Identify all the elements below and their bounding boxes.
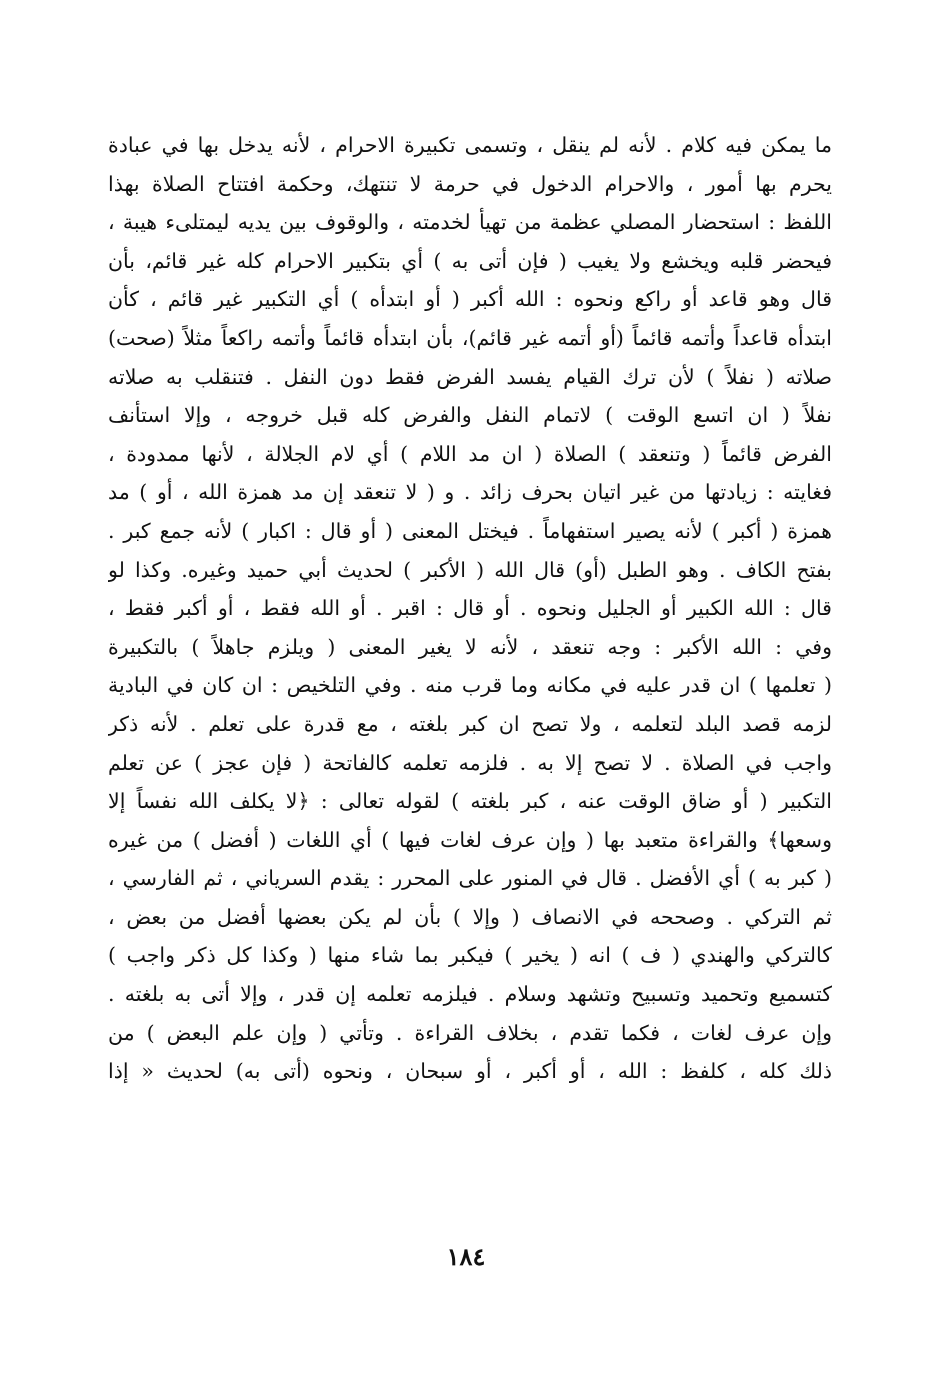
text-line: ثم التركي . وصححه في الانصاف ( وإلا ) بأن لم يكن بعضها أفضل من بعض ،	[108, 904, 832, 929]
text-line: قال : الله الكبير أو الجليل ونحوه . أو قال : اقبر . أو الله فقط ، أو أكبر فقط ،	[108, 596, 832, 621]
body-text	[108, 126, 832, 1091]
page-number: ١٨٤	[446, 1242, 486, 1271]
text-line: اللفظ : استحضار المصلي عظمة من تهيأ لخدمته ، والوقوف بين يديه ليمتلىء هيبة ،	[108, 210, 832, 235]
text-line: يحرم بها أمور ، والاحرام الدخول في حرمة لا تنتهك، وحكمة افتتاح الصلاة بهذا	[108, 171, 832, 196]
text-line: وفي : الله الأكبر : وجه تنعقد ، لأنه لا يغير المعنى ( ويلزم جاهلاً ) بالتكبيرة	[108, 634, 832, 659]
text-line: كالتركي والهندي ( ف ) انه ( يخير ) فيكبر بما شاء منها ( وكذا كل ذكر واجب )	[108, 943, 832, 968]
text-line: فيحضر قلبه ويخشع ولا يغيب ( فإن أتى به ) أي بتكبير الاحرام كله غير قائم، بأن	[108, 248, 832, 273]
text-line: صلاته ( نفلاً ) لأن ترك القيام يفسد الفرض فقط دون النفل . فتنقلب به صلاته	[108, 364, 832, 389]
text-line: ابتدأه قاعداً وأتمه قائماً (أو أتمه غير قائم)، بأن ابتدأه قائماً وأتمه راكعاً مثلاً (صحت)	[108, 325, 832, 350]
text-line: ( تعلمها ) ان قدر عليه في مكانه وما قرب منه . وفي التلخيص : ان كان في البادية	[108, 673, 832, 698]
text-line: الفرض قائماً ( وتنعقد ) الصلاة ( ان مد اللام ) أي لام الجلالة ، لأنها ممدودة ،	[108, 441, 832, 466]
text-line: لزمه قصد البلد لتعلمه ، ولا تصح ان كبر بلغته ، مع قدرة على تعلم . لأنه ذكر	[108, 711, 832, 736]
text-line: ( كبر به ) أي الأفضل . قال في المنور على المحرر : يقدم السرياني ، ثم الفارسي ،	[108, 866, 832, 891]
text-line: وسعها﴾ والقراءة متعبد بها ( وإن عرف لغات فيها ) أي اللغات ( أفضل ) من غيره	[108, 827, 832, 852]
text-line: فغايته : زيادتها من غير اتيان بحرف زائد . و ( لا تنعقد إن مد همزة الله ، أو ) مد	[108, 480, 832, 505]
text-line: واجب في الصلاة . لا تصح إلا به . فلزمه تعلمه كالفاتحة ( فإن عجز ) عن تعلم	[108, 750, 832, 775]
text-line: قال وهو قاعد أو راكع ونحوه : الله أكبر ( أو ابتدأه ) أي التكبير غير قائم ، كأن	[108, 287, 832, 312]
text-line: التكبير ( أو ضاق الوقت عنه ، كبر بلغته ) لقوله تعالى : ﴿لا يكلف الله نفساً إلا	[108, 789, 832, 814]
text-line: وإن عرف لغات ، فكما تقدم ، بخلاف القراءة . وتأتي ( وإن علم البعض ) من	[108, 1020, 832, 1045]
text-line: نفلاً ( ان اتسع الوقت ) لاتمام النفل والفرض كله قبل خروجه ، وإلا استأنف	[108, 403, 832, 428]
text-line: ما يمكن فيه كلام . لأنه لم ينقل ، وتسمى تكبيرة الاحرام ، لأنه يدخل بها في عبادة	[108, 133, 832, 157]
text-line: بفتح الكاف . وهو الطبل (أو) قال الله ( الأكبر ) لحديث أبي حميد وغيره. وكذا لو	[108, 557, 832, 582]
text-line: كتسميع وتحميد وتسبيح وتشهد وسلام . فيلزمه تعلمه إن قدر ، وإلا أتى به بلغته .	[108, 982, 832, 1007]
text-line: همزة ( أكبر ) لأنه يصير استفهاماً . فيختل المعنى ( أو قال : اكبار ) لأنه جمع كبر .	[108, 518, 832, 543]
text-line: ذلك كله ، كلفظ : الله ، أو أكبر ، أو سبحان ، ونحوه (أتى به) لحديث « إذا	[108, 1059, 832, 1084]
